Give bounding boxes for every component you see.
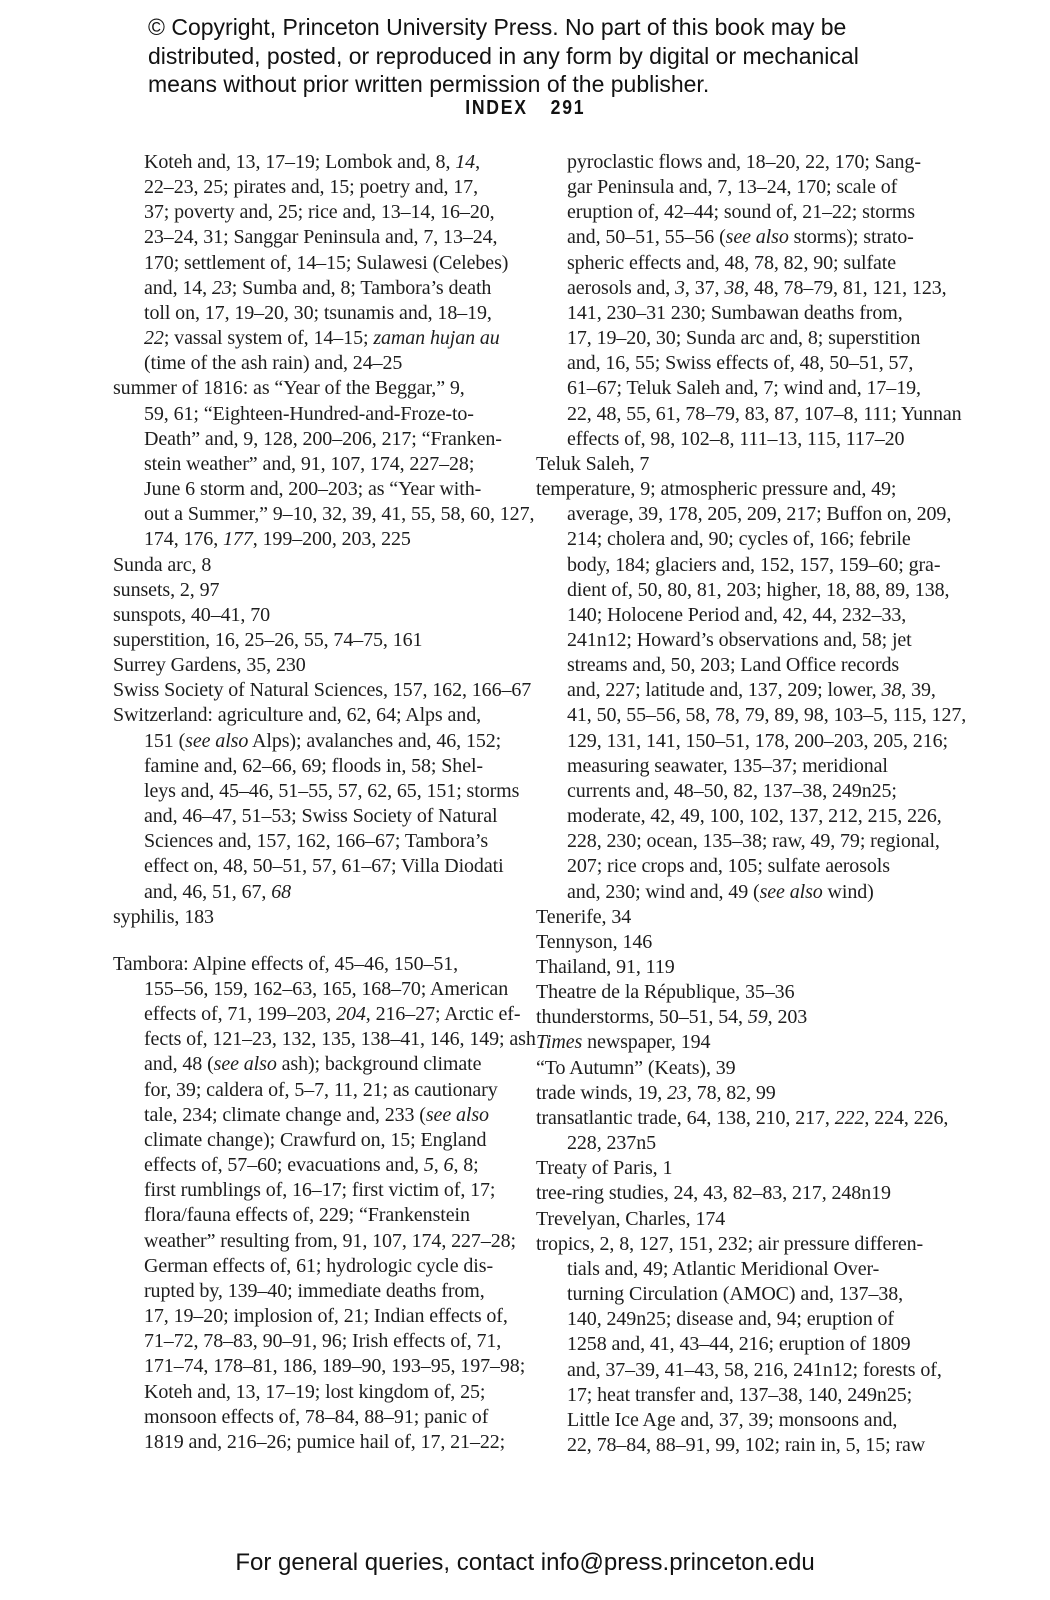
index-line-segment: trade winds, 19, — [536, 1081, 668, 1104]
index-line-italic-segment: 14 — [455, 151, 476, 173]
index-line-segment: tropics, 2, 8, 127, 151, 232; air pressure differen- — [536, 1232, 924, 1255]
index-line — [113, 276, 536, 301]
index-line — [536, 1332, 966, 1357]
index-line — [536, 779, 966, 804]
index-line — [113, 427, 536, 452]
index-line-segment: wind) — [822, 880, 874, 903]
index-line — [536, 1181, 966, 1206]
index-line-segment: rupted by, 139–40; immediate deaths from, — [144, 1279, 485, 1302]
index-line — [113, 1103, 536, 1128]
copyright-notice — [148, 13, 859, 99]
index-entry — [113, 678, 536, 703]
index-line-segment: aerosols and, — [567, 276, 676, 299]
index-line — [113, 804, 536, 829]
index-line — [113, 1203, 536, 1228]
index-line-segment: leys and, 45–46, 51–55, 57, 62, 65, 151; storms — [144, 779, 520, 802]
index-line — [536, 1257, 966, 1282]
index-entry — [536, 955, 966, 980]
index-line-italic-segment: 204 — [336, 1003, 366, 1026]
index-line — [536, 1156, 966, 1181]
index-line-segment: Koteh and, 13, 17–19; Lombok and, 8, — [144, 151, 456, 173]
index-line-segment: eruption of, 42–44; sound of, 21–22; storms — [567, 201, 915, 224]
index-line-segment: ash); background climate — [276, 1053, 482, 1076]
index-line — [536, 980, 966, 1005]
index-line-segment: Surrey Gardens, 35, 230 — [113, 654, 306, 677]
index-line-segment: , — [475, 151, 480, 173]
copyright-line: © Copyright, Princeton University Press. No part of this book may be — [148, 14, 847, 40]
index-line-segment: stein weather” and, 91, 107, 174, 227–28; — [144, 452, 475, 475]
index-entry — [536, 1056, 966, 1081]
index-line — [113, 502, 536, 527]
index-line-segment: 23–24, 31; Sanggar Peninsula and, 7, 13–24, — [144, 226, 498, 249]
index-line-segment: 151 ( — [144, 729, 186, 752]
index-line — [536, 1207, 966, 1232]
index-line-segment: 61–67; Teluk Saleh and, 7; wind and, 17–19, — [567, 377, 921, 400]
index-line-italic-segment: 6 — [443, 1154, 454, 1177]
index-line-segment: Sciences and, 157, 162, 166–67; Tambora’s — [144, 830, 489, 853]
index-line-segment: , 203 — [767, 1006, 808, 1029]
index-line-segment: turning Circulation (AMOC) and, 137–38, — [567, 1283, 904, 1306]
index-line-italic-segment: 177 — [223, 528, 253, 551]
index-line-segment: 17, 19–20; implosion of, 21; Indian effects of, — [144, 1305, 508, 1328]
index-line-segment: and, 46, 51, 67, — [144, 880, 272, 903]
index-line — [536, 729, 966, 754]
index-line-segment: tials and, 49; Atlantic Meridional Over- — [567, 1257, 880, 1280]
index-line-segment: (time of the ash rain) and, 24–25 — [144, 352, 403, 375]
page-number: 291 — [550, 97, 586, 119]
index-line-segment: Sunda arc, 8 — [113, 553, 212, 576]
index-line-segment: Theatre de la République, 35–36 — [536, 981, 795, 1004]
index-line — [113, 1304, 536, 1329]
index-line-segment: 22–23, 25; pirates and, 15; poetry and, 17, — [144, 176, 478, 199]
index-line-segment: effect on, 48, 50–51, 57, 61–67; Villa Diodati — [144, 855, 504, 878]
index-line — [536, 880, 966, 905]
index-line-segment: “To Autumn” (Keats), 39 — [536, 1056, 736, 1079]
index-line — [536, 829, 966, 854]
index-line — [113, 1002, 536, 1027]
index-line — [113, 653, 536, 678]
index-entry — [536, 1106, 966, 1156]
index-entry — [536, 1181, 966, 1206]
index-line — [113, 578, 536, 603]
index-line-segment: toll on, 17, 19–20, 30; tsunamis and, 18–19, — [144, 301, 492, 324]
index-line-segment: dient of, 50, 80, 81, 203; higher, 18, 88, 89, 138, — [567, 578, 950, 601]
index-line-segment: 129, 131, 141, 150–51, 178, 200–203, 205, 216; — [567, 729, 948, 752]
index-label: INDEX — [464, 97, 528, 119]
index-line-segment: 140, 249n25; disease and, 94; eruption of — [567, 1308, 894, 1331]
index-line — [536, 955, 966, 980]
index-entry-continuation — [113, 150, 536, 376]
index-line-segment: streams and, 50, 203; Land Office records — [567, 654, 900, 677]
index-line-segment: 170; settlement of, 14–15; Sulawesi (Celebes) — [144, 251, 509, 274]
index-line — [113, 553, 536, 578]
running-head-inner — [465, 97, 585, 120]
index-line — [536, 225, 966, 250]
index-line-segment: body, 184; glaciers and, 152, 157, 159–60; gra- — [567, 553, 941, 576]
index-line-italic-segment: 68 — [271, 880, 291, 903]
index-line-segment: and, 48 ( — [144, 1053, 214, 1076]
index-line-italic-segment: 59 — [747, 1006, 768, 1029]
index-line-segment: Switzerland: agriculture and, 62, 64; Alps and, — [113, 704, 481, 727]
index-line — [113, 1178, 536, 1203]
index-line-segment: , 216–27; Arctic ef- — [365, 1003, 521, 1026]
index-line-segment: 1258 and, 41, 43–44, 216; eruption of 1809 — [567, 1333, 911, 1356]
index-line-italic-segment: see also — [725, 226, 789, 249]
index-line-italic-segment: see also — [213, 1053, 277, 1076]
index-line-segment: , 39, — [901, 679, 936, 702]
index-line — [536, 427, 966, 452]
index-line-segment: 141, 230–31 230; Sumbawan deaths from, — [567, 301, 903, 324]
index-line — [536, 402, 966, 427]
index-entry — [536, 452, 966, 477]
index-entry — [113, 578, 536, 603]
index-line-segment: 174, 176, — [144, 528, 224, 551]
index-line — [536, 452, 966, 477]
index-line-segment: monsoon effects of, 78–84, 88–91; panic of — [144, 1405, 489, 1428]
index-entry — [536, 1232, 966, 1458]
index-line — [536, 1433, 966, 1458]
index-line-segment: , 78, 82, 99 — [686, 1081, 776, 1104]
index-line — [113, 1052, 536, 1077]
index-entry — [536, 1005, 966, 1030]
index-line — [113, 326, 536, 351]
index-line-segment: and, 16, 55; Swiss effects of, 48, 50–51, 57, — [567, 352, 914, 375]
index-line — [536, 1081, 966, 1106]
index-line — [536, 1232, 966, 1257]
index-line — [536, 276, 966, 301]
index-line — [113, 1027, 536, 1052]
index-line — [113, 952, 536, 977]
index-line-segment: pyroclastic flows and, 18–20, 22, 170; Sang- — [567, 151, 921, 173]
index-line — [113, 1279, 536, 1304]
index-line-segment: Treaty of Paris, 1 — [536, 1157, 673, 1180]
index-line-segment: 37; poverty and, 25; rice and, 13–14, 16–20, — [144, 201, 495, 224]
index-line — [113, 175, 536, 200]
index-line — [536, 351, 966, 376]
index-line-italic-segment: see also — [425, 1103, 489, 1126]
index-line — [536, 603, 966, 628]
index-line-italic-segment: 22 — [144, 327, 164, 350]
index-line — [536, 477, 966, 502]
index-line-segment: Death” and, 9, 128, 200–206, 217; “Franken- — [144, 427, 502, 450]
index-line-segment: and, 46–47, 51–53; Swiss Society of Natural — [144, 805, 498, 828]
index-line — [113, 628, 536, 653]
index-line — [536, 1383, 966, 1408]
index-columns — [113, 150, 966, 1458]
index-line-italic-segment: 38 — [881, 679, 902, 702]
index-line — [113, 1405, 536, 1430]
index-entry — [113, 376, 536, 552]
index-line — [113, 977, 536, 1002]
index-line-segment: , — [433, 1154, 444, 1177]
index-line-segment: moderate, 42, 49, 100, 102, 137, 212, 215, 226, — [567, 805, 942, 828]
index-entry — [113, 703, 536, 904]
index-line-segment: Tambora: Alpine effects of, 45–46, 150–51, — [113, 952, 459, 975]
index-entry — [113, 905, 536, 930]
index-line-segment: 171–74, 178–81, 186, 189–90, 193–95, 197–98; — [144, 1355, 526, 1378]
index-line — [113, 1153, 536, 1178]
index-line-segment: and, 227; latitude and, 137, 209; lower, — [567, 679, 882, 702]
index-line — [536, 804, 966, 829]
index-entry — [113, 553, 536, 578]
index-line — [536, 200, 966, 225]
index-line — [536, 1106, 966, 1131]
index-entry — [536, 1207, 966, 1232]
index-line-segment: and, 230; wind and, 49 ( — [567, 880, 760, 903]
index-line — [536, 1056, 966, 1081]
index-line-segment: ; vassal system of, 14–15; — [163, 327, 374, 350]
index-line-segment: , 224, 226, — [864, 1106, 949, 1129]
index-line — [113, 603, 536, 628]
index-column-right — [536, 150, 966, 1458]
index-entry — [536, 1156, 966, 1181]
index-line — [113, 678, 536, 703]
index-line-segment: 22, 48, 55, 61, 78–79, 83, 87, 107–8, 111; Yunnan — [567, 402, 962, 425]
index-line-segment: , 48, 78–79, 81, 121, 123, — [744, 276, 947, 299]
copyright-line: means without prior written permission of the publisher. — [148, 71, 710, 97]
index-line-segment: spheric effects and, 48, 78, 82, 90; sulfate — [567, 251, 897, 274]
index-line-segment: Tenerife, 34 — [536, 905, 632, 928]
index-line-segment: and, 37–39, 41–43, 58, 216, 241n12; forests of, — [567, 1358, 942, 1381]
index-line-segment: measuring seawater, 135–37; meridional — [567, 754, 888, 777]
index-line-segment: Trevelyan, Charles, 174 — [536, 1207, 726, 1230]
index-line-segment: 59, 61; “Eighteen-Hundred-and-Froze-to- — [144, 402, 474, 425]
index-line — [113, 452, 536, 477]
index-line-italic-segment: 222 — [834, 1106, 865, 1129]
index-line — [536, 930, 966, 955]
index-line-italic-segment: 38 — [724, 276, 745, 299]
index-entry — [536, 477, 966, 905]
index-line — [536, 1005, 966, 1030]
index-line-segment: and, 14, — [144, 276, 212, 299]
index-line — [536, 1358, 966, 1383]
index-line-italic-segment: 5 — [423, 1154, 434, 1177]
index-entry — [113, 628, 536, 653]
index-line-segment: effects of, 98, 102–8, 111–13, 115, 117–20 — [567, 427, 905, 450]
index-line-segment: and, 50–51, 55–56 ( — [567, 226, 726, 249]
index-line — [113, 1354, 536, 1379]
index-line-segment: weather” resulting from, 91, 107, 174, 227–28; — [144, 1229, 516, 1252]
index-line-segment: Swiss Society of Natural Sciences, 157, 162, 166–67 — [113, 679, 532, 702]
index-line-segment: transatlantic trade, 64, 138, 210, 217, — [536, 1106, 835, 1129]
index-line-segment: 155–56, 159, 162–63, 165, 168–70; American — [144, 978, 509, 1000]
index-line-segment: 228, 230; ocean, 135–38; raw, 49, 79; regional, — [567, 830, 940, 853]
index-line — [536, 301, 966, 326]
running-head — [0, 97, 1050, 120]
index-line-segment: average, 39, 178, 205, 209, 217; Buffon on, 209, — [567, 503, 952, 526]
index-line — [536, 1307, 966, 1332]
index-line-italic-segment: 23 — [667, 1081, 687, 1104]
index-line-segment: ; Sumba and, 8; Tambora’s death — [231, 276, 492, 299]
index-line — [536, 150, 966, 175]
index-line — [536, 175, 966, 200]
index-line — [113, 477, 536, 502]
index-line-segment: temperature, 9; atmospheric pressure and, 49; — [536, 478, 897, 501]
index-line — [113, 905, 536, 930]
index-entry — [113, 952, 536, 1455]
index-line — [113, 150, 536, 175]
index-line — [536, 527, 966, 552]
index-line — [113, 779, 536, 804]
index-line — [536, 502, 966, 527]
index-line-segment: 17, 19–20, 30; Sunda arc and, 8; superstition — [567, 327, 921, 350]
index-line-segment: 22, 78–84, 88–91, 99, 102; rain in, 5, 15; raw — [567, 1433, 926, 1456]
index-line — [113, 1078, 536, 1103]
index-line-segment: climate change); Crawfurd on, 15; England — [144, 1128, 487, 1151]
index-line — [536, 1282, 966, 1307]
index-line — [113, 376, 536, 401]
index-line-segment: Teluk Saleh, 7 — [536, 452, 650, 475]
footer-contact: For general queries, contact info@press.princeton.edu — [235, 1549, 815, 1576]
index-line — [113, 1329, 536, 1354]
index-line — [536, 854, 966, 879]
index-line-segment: superstition, 16, 25–26, 55, 74–75, 161 — [113, 628, 423, 651]
index-entry-continuation — [536, 150, 966, 452]
index-entry — [536, 980, 966, 1005]
index-line — [536, 1408, 966, 1433]
index-line-segment: fects of, 121–23, 132, 135, 138–41, 146, 149; ash — [144, 1028, 536, 1051]
index-line — [113, 1430, 536, 1455]
index-line — [113, 1380, 536, 1405]
index-entry — [536, 905, 966, 930]
index-line-segment: 228, 237n5 — [567, 1132, 657, 1155]
index-line-segment: tree-ring studies, 24, 43, 82–83, 217, 248n19 — [536, 1182, 891, 1205]
section-break — [113, 930, 536, 952]
index-line — [536, 251, 966, 276]
index-line-segment: Thailand, 91, 119 — [536, 956, 675, 978]
index-line-segment: 17; heat transfer and, 137–38, 140, 249n25; — [567, 1383, 913, 1406]
index-line-segment: for, 39; caldera of, 5–7, 11, 21; as cautionary — [144, 1078, 498, 1101]
index-line-segment: effects of, 57–60; evacuations and, — [144, 1154, 424, 1177]
index-line-segment: , 37, — [684, 276, 725, 299]
index-line-segment: sunspots, 40–41, 70 — [113, 603, 271, 626]
index-line — [536, 553, 966, 578]
index-line-segment: , 199–200, 203, 225 — [252, 528, 411, 551]
index-line — [536, 376, 966, 401]
index-line — [536, 628, 966, 653]
index-line-segment: Koteh and, 13, 17–19; lost kingdom of, 25; — [144, 1380, 486, 1403]
index-line-italic-segment: 23 — [211, 276, 232, 299]
index-line-italic-segment: see also — [185, 729, 249, 752]
index-line-segment: Tennyson, 146 — [536, 930, 653, 953]
index-line-segment: , 8; — [453, 1154, 479, 1177]
index-line — [113, 251, 536, 276]
index-line — [113, 301, 536, 326]
index-line-segment: 1819 and, 216–26; pumice hail of, 17, 21–22; — [144, 1430, 506, 1453]
index-line-segment: 241n12; Howard’s observations and, 58; jet — [567, 628, 912, 651]
index-line-segment: flora/fauna effects of, 229; “Frankenstein — [144, 1204, 470, 1227]
index-line — [113, 351, 536, 376]
index-line-segment: Alps); avalanches and, 46, 152; — [248, 729, 502, 752]
index-line — [113, 829, 536, 854]
copyright-line: distributed, posted, or reproduced in any form by digital or mechanical — [148, 42, 859, 69]
index-line-italic-segment: 3 — [675, 276, 685, 299]
index-line — [113, 402, 536, 427]
index-line — [536, 1131, 966, 1156]
index-entry — [113, 653, 536, 678]
index-line-segment: German effects of, 61; hydrologic cycle dis- — [144, 1254, 493, 1277]
index-line-segment: thunderstorms, 50–51, 54, — [536, 1006, 748, 1029]
index-line-segment: tale, 234; climate change and, 233 ( — [144, 1103, 426, 1126]
index-line-segment: sunsets, 2, 97 — [113, 578, 220, 601]
index-line — [113, 1229, 536, 1254]
index-line — [536, 678, 966, 703]
index-column-left — [113, 150, 536, 1455]
index-line-segment: currents and, 48–50, 82, 137–38, 249n25; — [567, 779, 897, 802]
index-entry — [536, 930, 966, 955]
index-line-segment: storms); strato- — [788, 226, 914, 249]
index-line — [536, 578, 966, 603]
index-line-italic-segment: zaman hujan au — [373, 327, 500, 350]
index-line — [113, 200, 536, 225]
index-line — [113, 854, 536, 879]
index-line-segment: gar Peninsula and, 7, 13–24, 170; scale of — [567, 176, 898, 199]
index-line — [536, 1030, 966, 1055]
index-line — [536, 703, 966, 728]
index-line — [536, 653, 966, 678]
index-line-segment: 41, 50, 55–56, 58, 78, 79, 89, 98, 103–5, 115, 127, — [567, 704, 967, 727]
index-line-italic-segment: Times — [536, 1031, 583, 1054]
index-line-segment: first rumblings of, 16–17; first victim of, 17; — [144, 1179, 496, 1202]
index-line-italic-segment: see also — [759, 880, 823, 903]
index-line-segment: newspaper, 194 — [582, 1031, 711, 1054]
index-line — [113, 754, 536, 779]
index-line-segment: summer of 1816: as “Year of the Beggar,” 9, — [113, 377, 465, 400]
index-line — [536, 326, 966, 351]
index-line-segment: Little Ice Age and, 37, 39; monsoons and, — [567, 1408, 898, 1431]
index-line — [113, 527, 536, 552]
index-line-segment: 140; Holocene Period and, 42, 44, 232–33, — [567, 603, 907, 626]
index-line — [536, 754, 966, 779]
index-line-segment: effects of, 71, 199–203, — [144, 1003, 337, 1026]
index-line-segment: 214; cholera and, 90; cycles of, 166; febrile — [567, 528, 911, 551]
index-line — [113, 880, 536, 905]
index-line-segment: June 6 storm and, 200–203; as “Year with- — [144, 478, 482, 501]
index-line-segment: syphilis, 183 — [113, 905, 214, 928]
index-entry — [536, 1030, 966, 1055]
index-line — [113, 1128, 536, 1153]
index-line-segment: out a Summer,” 9–10, 32, 39, 41, 55, 58, 60, 127, — [144, 503, 535, 526]
index-line-segment: 71–72, 78–83, 90–91, 96; Irish effects of, 71, — [144, 1330, 502, 1353]
index-line — [113, 1254, 536, 1279]
index-line-segment: famine and, 62–66, 69; floods in, 58; Shel- — [144, 754, 483, 777]
index-entry — [113, 603, 536, 628]
index-line — [113, 225, 536, 250]
index-line-segment: 207; rice crops and, 105; sulfate aerosols — [567, 855, 890, 878]
index-line — [113, 729, 536, 754]
index-line — [536, 905, 966, 930]
index-line — [113, 703, 536, 728]
index-entry — [536, 1081, 966, 1106]
